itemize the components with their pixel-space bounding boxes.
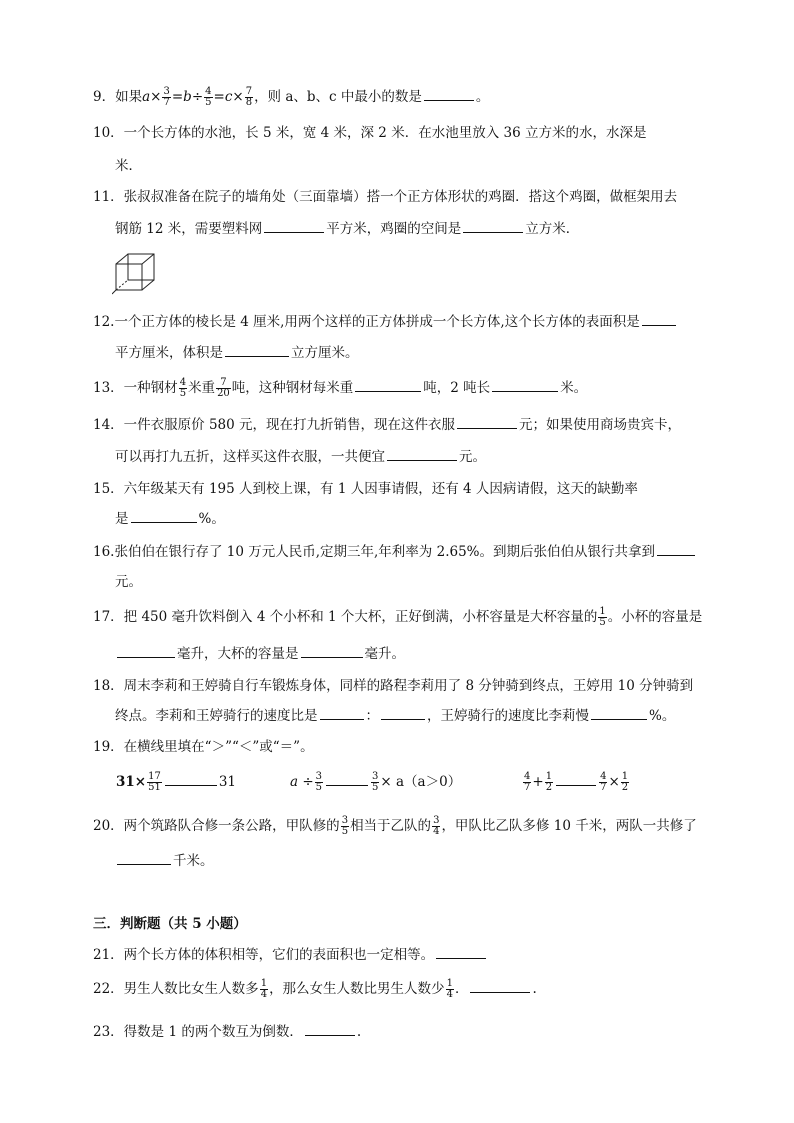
answer-blank[interactable] [305,1021,355,1036]
answer-blank[interactable] [642,311,676,326]
times-sign: × [608,774,620,790]
numerator: 1 [599,606,606,617]
fraction-1-4 [260,979,268,1000]
denominator: 51 [148,782,161,793]
denominator: 20 [217,388,230,399]
fraction-3-5 [341,816,349,837]
fraction-3-7 [162,87,170,108]
question-9 [93,86,706,108]
q18-text-c: ，王婷骑行的速度比李莉慢 [427,708,589,724]
q22-end: . [532,981,537,997]
q22-text-a: 22．男生人数比女生人数多 [93,981,259,997]
denominator: 7 [163,97,170,108]
answer-blank[interactable] [165,771,217,786]
question-12-line2 [115,342,706,364]
fraction-1-4 [446,979,454,1000]
answer-blank[interactable] [225,342,289,357]
fraction-7-20 [216,378,231,399]
expr-text: 31 [218,774,237,790]
denominator: 8 [245,97,253,108]
q17-text-b: 。小杯的容量是 [607,609,703,625]
question-16-line2: 元。 [115,574,142,590]
q15-text-a: 是 [115,511,129,527]
q12-text-b: 立方厘米。 [291,345,359,361]
question-19: 19．在横线里填在“＞”“＜”或“＝”。 [93,739,314,755]
cube-diagram [112,250,158,296]
numerator: 1 [446,978,453,989]
denominator: 5 [599,617,606,628]
answer-blank[interactable] [264,218,324,233]
question-12 [93,311,706,333]
times-sign: × [150,89,162,105]
numerator: 3 [163,86,170,97]
q20-text-c: ，甲队比乙队多修 10 千米，两队一共修了 [441,818,697,834]
question-18: 18．周末李莉和王婷骑自行车锻炼身体，同样的路程李莉用了 8 分钟骑到终点，王婷用 10 分钟骑到 [93,678,694,694]
denominator: 5 [205,97,212,108]
answer-blank[interactable] [457,414,517,429]
q18-text-a: 终点。李莉和王婷骑行的速度比是 [115,708,318,724]
answer-blank[interactable] [591,705,647,720]
expr-text: a ÷ [290,774,314,790]
q9-suffix: ，则 a、b、c 中最小的数是 [254,89,422,105]
question-11-line2 [115,218,706,240]
question-20-line2 [115,850,706,872]
expr-text: 31× [116,774,147,790]
ratio-colon: ： [365,708,379,724]
q9-prefix: 9．如果 [93,89,143,105]
question-11: 11．张叔叔准备在院子的墙角处（三面靠墙）搭一个正方体形状的鸡圈．搭这个鸡圈，做框架用去 [93,189,678,205]
section-heading: 三．判断题（共 5 小题） [93,916,247,932]
question-15-line2 [115,508,706,530]
question-16 [93,541,706,563]
answer-blank[interactable] [320,705,364,720]
q11-text-b: 平方米，鸡圈的空间是 [326,221,462,237]
fraction-4-5 [179,378,187,399]
q20-unit: 千米。 [173,853,214,869]
equals-sign: = [171,89,184,105]
numerator: 4 [179,377,187,388]
denominator: 5 [341,826,349,837]
question-22 [93,978,706,1000]
numerator: 3 [341,815,349,826]
q20-text-b: 相当于乙队的 [350,818,432,834]
denominator: 5 [179,388,187,399]
q23-text: 23．得数是 1 的两个数互为倒数． [93,1024,303,1040]
denominator: 7 [524,782,531,793]
q9-end: 。 [475,89,490,105]
answer-blank[interactable] [355,377,421,392]
fraction-3-5 [371,772,379,793]
q14-text-b: 元；如果使用商场贵宾卡， [519,417,682,433]
var-c: c [224,89,233,105]
answer-blank[interactable] [470,978,530,993]
answer-blank[interactable] [387,446,457,461]
q11-text-a: 钢筋 12 米，需要塑料网 [115,221,263,237]
denominator: 4 [446,989,453,1000]
q13-text-b: 米重 [188,380,216,396]
answer-blank[interactable] [463,218,523,233]
q14-text-c: 可以再打九五折，这样买这件衣服，一共便宜 [115,449,385,465]
answer-blank[interactable] [381,705,425,720]
numerator: 3 [433,815,440,826]
answer-blank[interactable] [436,944,486,959]
numerator: 1 [260,978,268,989]
q12-text-a: 平方厘米，体积是 [115,345,223,361]
denominator: 5 [372,782,379,793]
answer-blank[interactable] [424,86,474,101]
numerator: 4 [524,771,531,782]
question-10: 10．一个长方体的水池，长 5 米，宽 4 米，深 2 米．在水池里放入 36 立方米的水，水深是 [93,125,647,141]
equals-sign: = [213,89,225,105]
denominator: 2 [621,782,629,793]
fraction-1-2 [621,772,629,793]
answer-blank[interactable] [657,541,695,556]
numerator: 4 [205,86,212,97]
question-17 [93,606,706,628]
question-15: 15．六年级某天有 195 人到校上课，有 1 人因事请假，还有 4 人因病请假，这天的缺勤率 [93,481,638,497]
q16-text: 16.张伯伯在银行存了 10 万元人民币,定期三年,年利率为 2.65%。到期后张伯伯从银行共拿到 [93,544,655,560]
q12-text: 12.一个正方体的棱长是 4 厘米,用两个这样的正方体拼成一个长方体,这个长方体的表面积是 [93,314,640,330]
question-23 [93,1021,706,1043]
numerator: 1 [621,771,629,782]
fraction-17-51 [147,772,162,793]
numerator: 3 [372,771,379,782]
q21-text: 21．两个长方体的体积相等，它们的表面积也一定相等。 [93,947,435,963]
var-b: b [183,89,192,105]
answer-blank[interactable] [301,643,363,658]
fraction-3-5 [315,772,323,793]
question-14-line2 [115,446,706,468]
q22-text-b: ，那么女生人数比男生人数少 [269,981,445,997]
question-18-line2 [115,705,706,727]
denominator: 4 [433,826,440,837]
q13-text-a: 13．一种钢材 [93,380,178,396]
answer-blank[interactable] [117,850,171,865]
q23-end: . [356,1024,362,1040]
question-10-line2 [115,155,706,177]
answer-blank[interactable] [131,508,197,523]
times-sign: × [232,89,244,105]
fraction-7-8 [245,87,253,108]
fraction-4-5 [204,87,212,108]
q13-text-c: 吨，这种钢材每米重 [231,380,354,396]
question-14 [93,414,706,436]
plus-sign: + [532,774,544,790]
numerator: 4 [600,771,607,782]
q14-text-a: 14．一件衣服原价 580 元，现在打九折销售，现在这件衣服 [93,417,456,433]
numerator: 3 [315,771,323,782]
answer-blank[interactable] [117,643,175,658]
question-17-line2 [115,643,706,665]
q11-text-c: 立方米． [525,221,580,237]
fraction-3-4 [432,816,440,837]
numerator: 7 [216,378,231,389]
q20-text-a: 20．两个筑路队合修一条公路，甲队修的 [93,818,340,834]
question-21 [93,944,706,966]
numerator: 17 [148,771,161,782]
denominator: 2 [545,782,553,793]
fraction-1-5 [598,607,606,628]
numerator: 1 [545,771,553,782]
question-13 [93,377,706,399]
numerator: 7 [245,86,253,97]
fraction-4-7 [523,772,531,793]
divide-sign: ÷ [191,89,204,105]
fraction-1-2 [545,772,553,793]
q15-text-b: %。 [198,511,225,527]
answer-blank[interactable] [556,771,596,786]
q22-text-c: ． [454,981,469,997]
expr-text: × a（a＞0） [380,774,462,790]
denominator: 7 [600,782,607,793]
answer-blank[interactable] [492,377,558,392]
denominator: 5 [315,782,323,793]
denominator: 4 [260,989,268,1000]
q13-text-e: 米。 [560,380,588,396]
question-20 [93,815,706,837]
q10-unit: 米． [115,158,142,174]
q18-text-d: %。 [649,708,676,724]
q17-text-d: 毫升。 [364,646,405,662]
answer-blank[interactable] [326,771,368,786]
q17-text-a: 17．把 450 毫升饮料倒入 4 个小杯和 1 个大杯，正好倒满，小杯容量是大杯容量的 [93,609,598,625]
q19-expression-3 [522,771,706,793]
q14-text-d: 元。 [459,449,486,465]
q13-text-d: 吨，2 吨长 [423,380,491,396]
q17-text-c: 毫升，大杯的容量是 [177,646,299,662]
var-a: a [142,89,151,105]
fraction-4-7 [599,772,607,793]
